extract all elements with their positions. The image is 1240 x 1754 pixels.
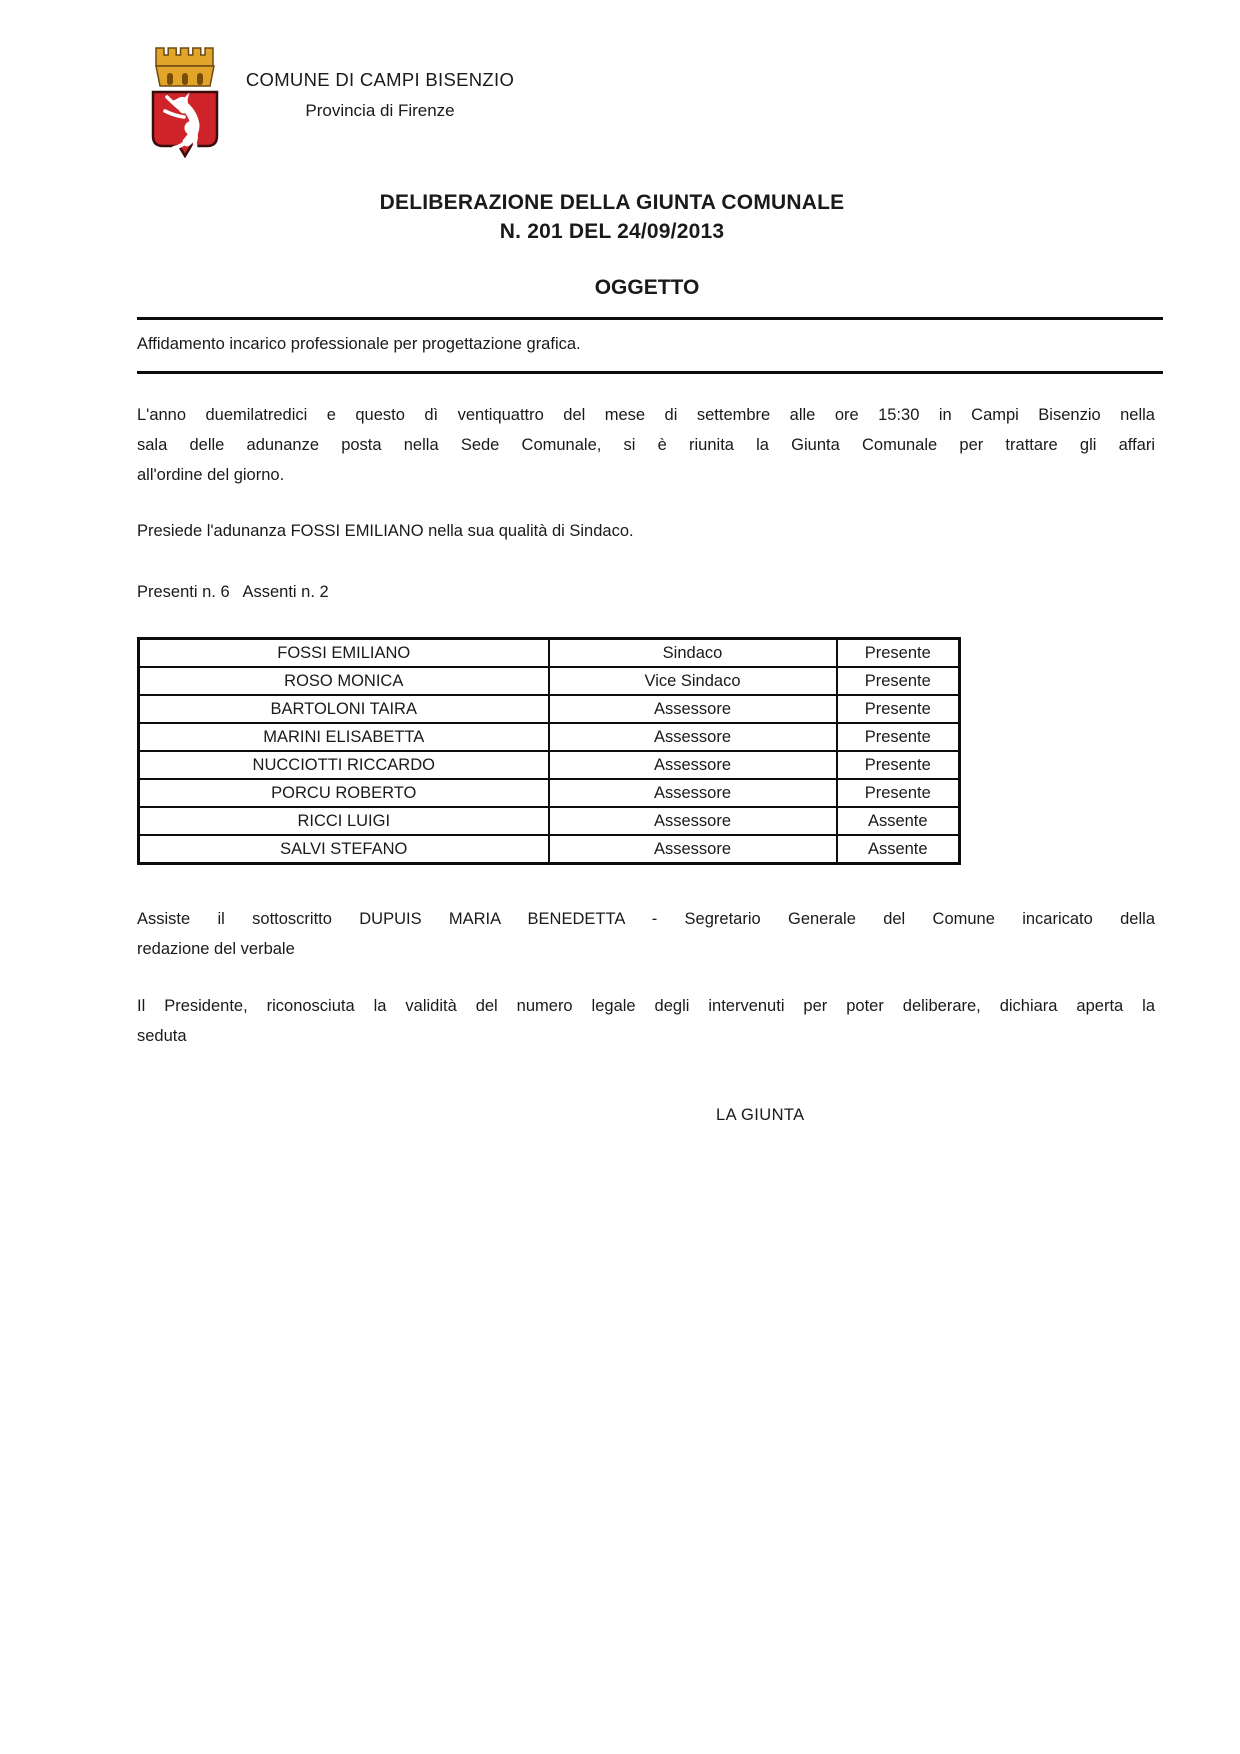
member-status: Presente (837, 751, 960, 779)
text-line: seduta (137, 1027, 187, 1045)
member-name: BARTOLONI TAIRA (139, 695, 549, 723)
member-role: Assessore (549, 723, 837, 751)
presiding-line: Presiede l'adunanza FOSSI EMILIANO nella sua qualità di Sindaco. (137, 522, 634, 540)
member-status: Assente (837, 835, 960, 864)
member-name: RICCI LUIGI (139, 807, 549, 835)
municipality-coat-of-arms-icon (143, 40, 227, 162)
divider-line-bottom (137, 371, 1163, 374)
paragraph-secretary (137, 904, 1155, 964)
text-line: all'ordine del giorno. (137, 466, 285, 484)
member-status: Presente (837, 723, 960, 751)
text-line: redazione del verbale (137, 940, 295, 958)
closing-heading-la-giunta: LA GIUNTA (716, 1106, 805, 1124)
member-status: Assente (837, 807, 960, 835)
member-role: Sindaco (549, 639, 837, 668)
table-row (139, 667, 960, 695)
table-row (139, 723, 960, 751)
member-name: PORCU ROBERTO (139, 779, 549, 807)
letterhead (225, 64, 535, 126)
paragraph-session-opening (137, 400, 1155, 490)
table-row (139, 835, 960, 864)
member-role: Assessore (549, 835, 837, 864)
member-name: FOSSI EMILIANO (139, 639, 549, 668)
title-line-1: DELIBERAZIONE DELLA GIUNTA COMUNALE (379, 191, 845, 214)
member-role: Assessore (549, 779, 837, 807)
title-line-2: N. 201 DEL 24/09/2013 (499, 220, 725, 243)
text-line: Il Presidente, riconosciuta la validità del numero legale degli intervenuti per poter deliberare, dichiara aperta la (137, 997, 1155, 1015)
member-role: Assessore (549, 807, 837, 835)
text-line: sala delle adunanze posta nella Sede Comunale, si è riunita la Giunta Comunale per trattare gli affari (137, 436, 1155, 454)
municipality-name: COMUNE DI CAMPI BISENZIO (245, 69, 515, 90)
member-role: Assessore (549, 751, 837, 779)
document-title (112, 188, 1112, 246)
member-name: SALVI STEFANO (139, 835, 549, 864)
crown-arches (167, 73, 203, 85)
paragraph-president (137, 991, 1155, 1051)
province-name: Provincia di Firenze (305, 101, 455, 120)
member-status: Presente (837, 695, 960, 723)
member-status: Presente (837, 779, 960, 807)
member-role: Assessore (549, 695, 837, 723)
subject-line: Affidamento incarico professionale per progettazione grafica. (137, 335, 581, 353)
table-row (139, 779, 960, 807)
rollcall-table (137, 637, 961, 865)
text-line: Assiste il sottoscritto DUPUIS MARIA BENEDETTA - Segretario Generale del Comune incaricato della (137, 910, 1155, 928)
table-row (139, 751, 960, 779)
table-row (139, 639, 960, 668)
text-line: L'anno duemilatredici e questo dì ventiquattro del mese di settembre alle ore 15:30 in Campi Bisenzio nella (137, 406, 1155, 424)
section-heading-oggetto: OGGETTO (594, 276, 700, 299)
member-name: MARINI ELISABETTA (139, 723, 549, 751)
member-status: Presente (837, 639, 960, 668)
member-name: ROSO MONICA (139, 667, 549, 695)
member-status: Presente (837, 667, 960, 695)
member-name: NUCCIOTTI RICCARDO (139, 751, 549, 779)
table-row (139, 695, 960, 723)
divider-line-top (137, 317, 1163, 320)
member-role: Vice Sindaco (549, 667, 837, 695)
table-row (139, 807, 960, 835)
attendance-counts: Presenti n. 6 Assenti n. 2 (137, 583, 329, 601)
